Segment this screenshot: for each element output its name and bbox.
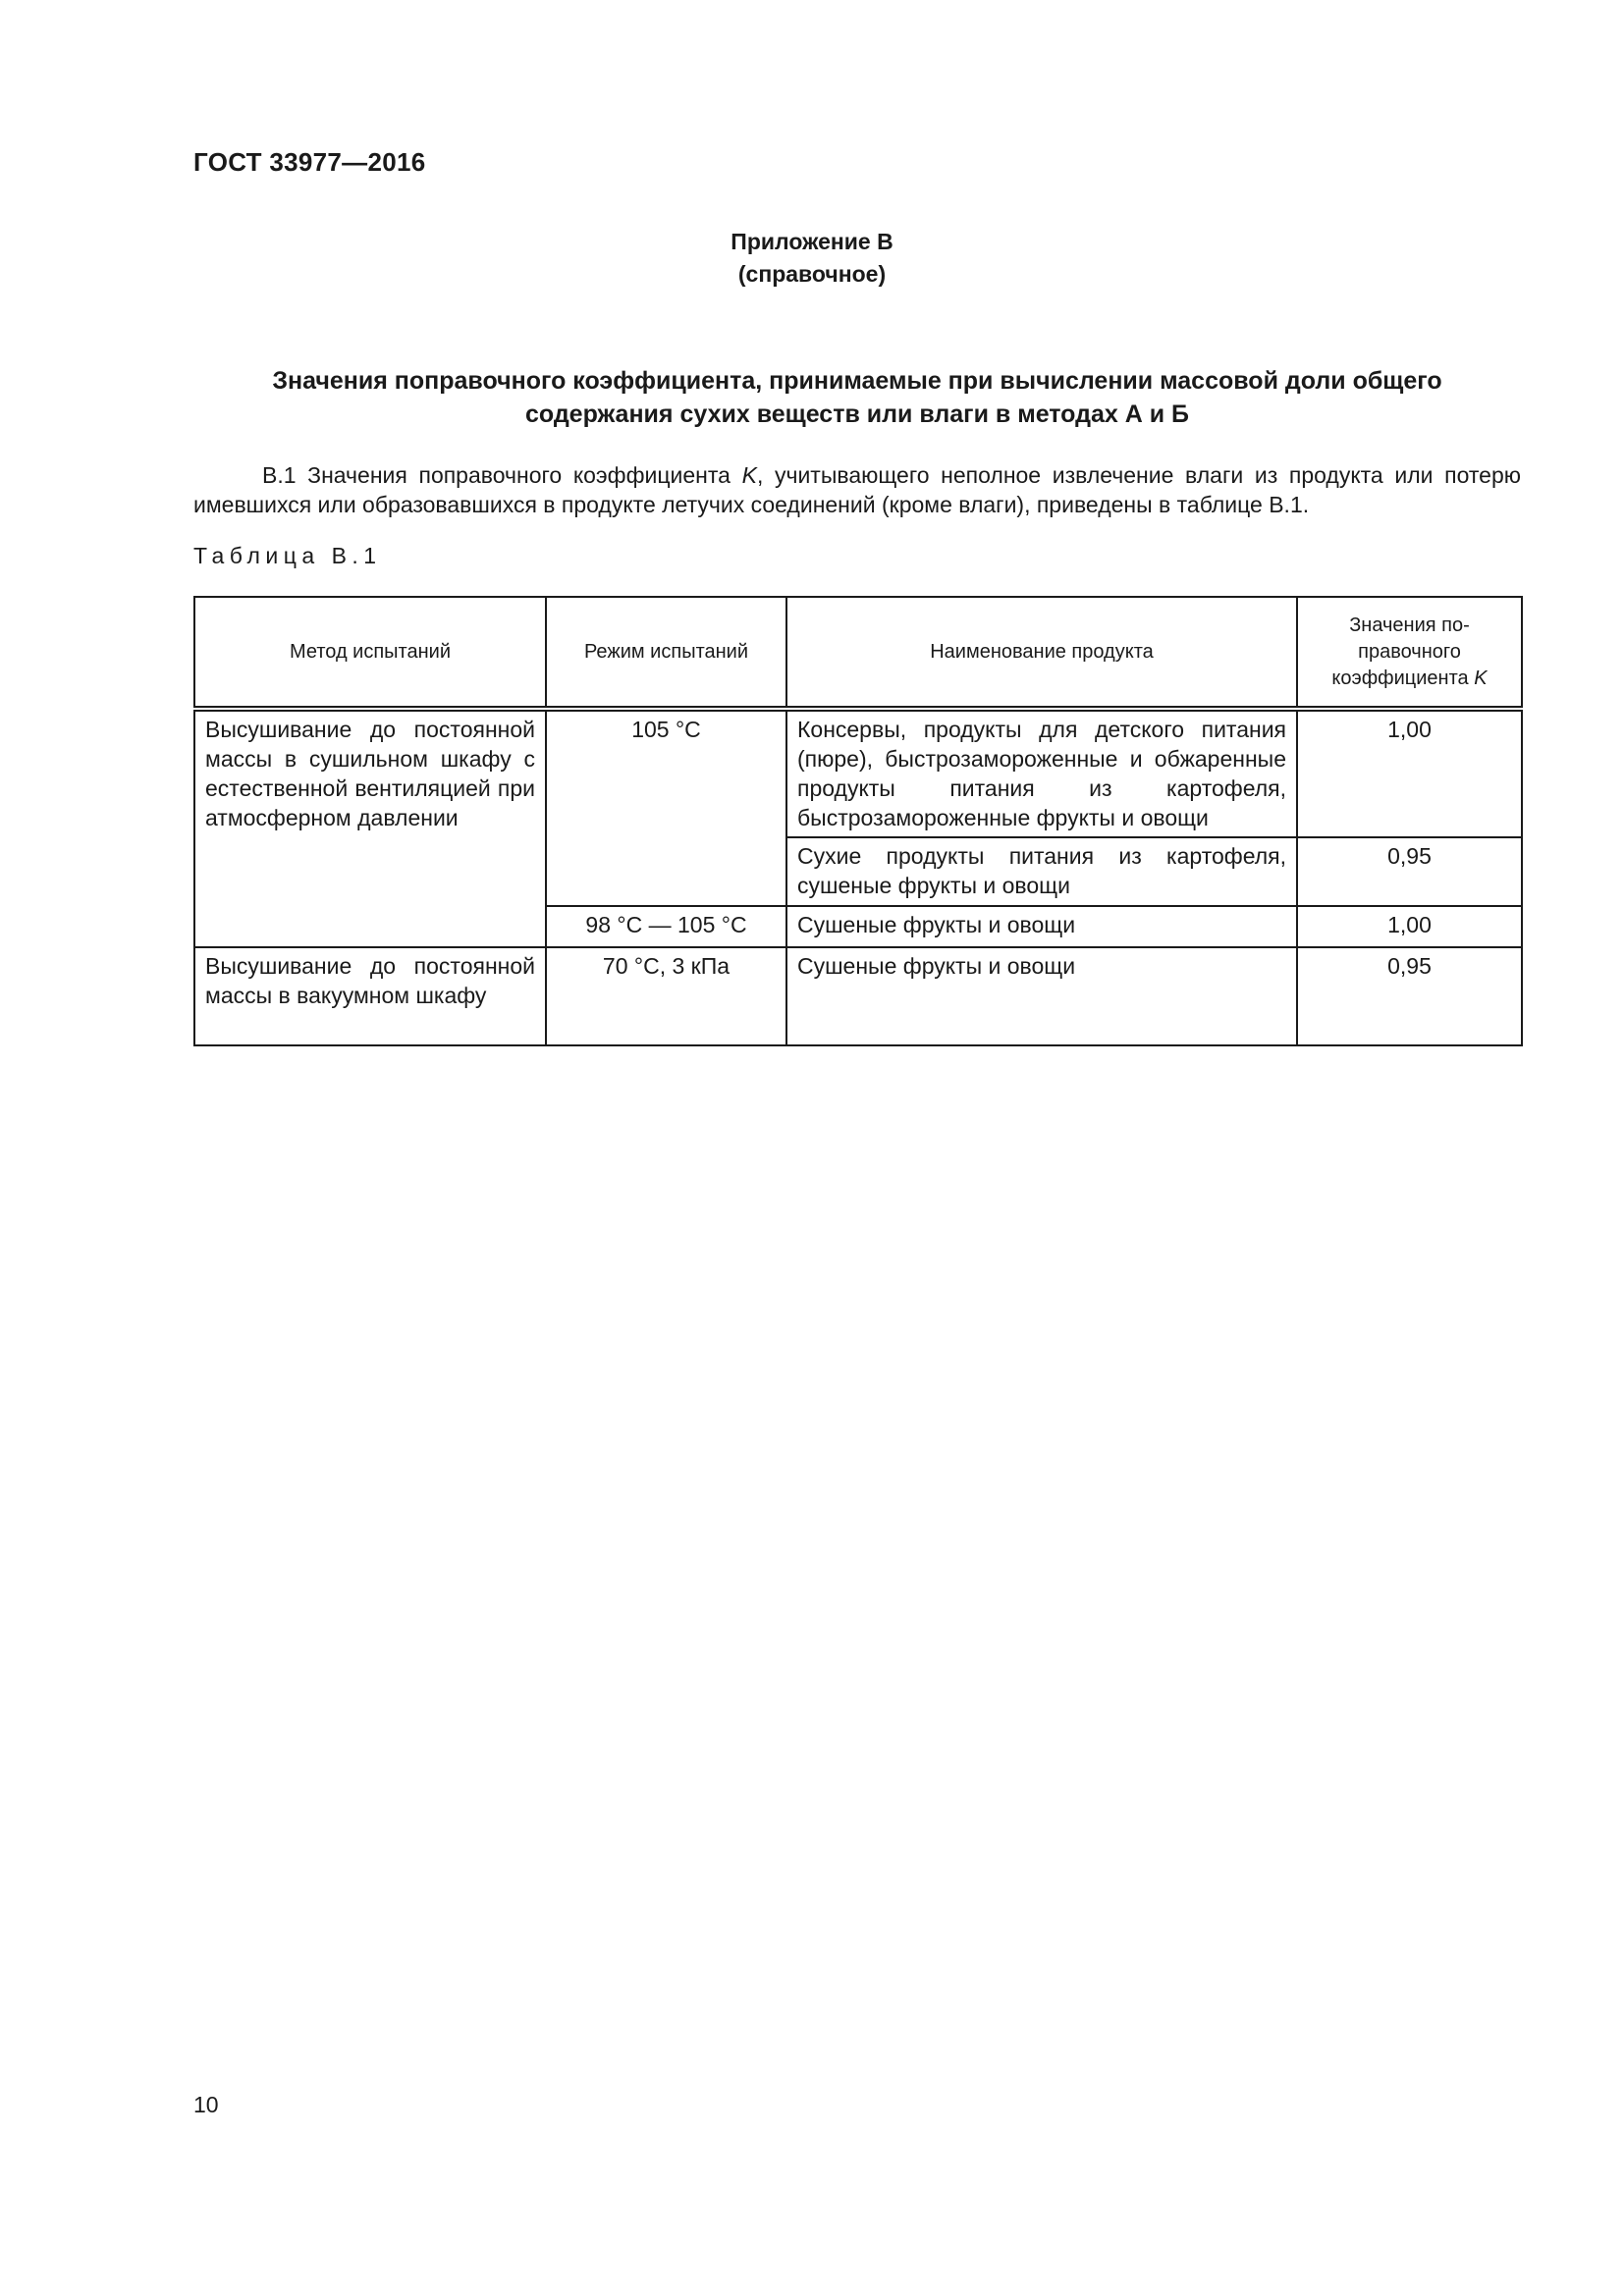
header-coefficient-line-3: коэффициента [1331, 667, 1475, 689]
page-number: 10 [193, 2092, 219, 2117]
cell-product: Сухие продукты питания из картофеля, сушеные фрукты и овощи [786, 837, 1297, 906]
section-heading-line-2: содержания сухих веществ или влаги в методах А и Б [524, 400, 1190, 428]
appendix-type: (справочное) [737, 261, 887, 287]
table-row [194, 709, 1522, 837]
coefficient-table [193, 596, 1523, 1046]
cell-coefficient: 1,00 [1297, 906, 1522, 947]
cell-mode: 98 °C — 105 °C [546, 906, 786, 947]
cell-method: Высушивание до постоянной массы в вакуумном шкафу [194, 947, 546, 1045]
table-row [194, 947, 1522, 1045]
cell-product: Консервы, продукты для детского питания (пюре), быстрозамороженные и обжаренные продукты питания из картофеля, быстрозамороженные фрукты и овощи [786, 709, 1297, 837]
cell-method: Высушивание до постоянной массы в сушильном шкафу с естественной вентиляцией при атмосферном давлении [194, 709, 546, 947]
section-heading [193, 364, 1521, 431]
cell-product: Сушеные фрукты и овощи [786, 906, 1297, 947]
header-mode: Режим испытаний [546, 597, 786, 709]
cell-coefficient: 0,95 [1297, 947, 1522, 1045]
document-id: ГОСТ 33977—2016 [193, 147, 426, 177]
header-method: Метод испытаний [194, 597, 546, 709]
cell-coefficient: 1,00 [1297, 709, 1522, 837]
header-coefficient-symbol: K [1474, 667, 1488, 689]
header-product: Наименование продукта [786, 597, 1297, 709]
header-coefficient-line-1: Значения по- [1349, 614, 1470, 636]
cell-mode: 70 °C, 3 кПа [546, 947, 786, 1045]
intro-paragraph-text-2: , учитывающего неполное извлечение влаги из продукта или потерю имевшихся или образовавшихся в продукте летучих соединений (кроме влаги), приведены в таблице В.1. [193, 462, 1521, 517]
section-heading-line-1: Значения поправочного коэффициента, принимаемые при вычислении массовой доли общего [272, 367, 1442, 395]
table-caption: Таблица В.1 [193, 543, 382, 568]
cell-coefficient: 0,95 [1297, 837, 1522, 906]
header-coefficient-line-2: правочного [1358, 640, 1461, 663]
cell-product: Сушеные фрукты и овощи [786, 947, 1297, 1045]
appendix-title: Приложение В [731, 229, 893, 254]
intro-paragraph [193, 460, 1521, 519]
intro-paragraph-text-1: В.1 Значения поправочного коэффициента [262, 462, 742, 488]
table-header-row [194, 597, 1522, 709]
header-coefficient [1297, 597, 1522, 709]
cell-mode: 105 °C [546, 709, 786, 906]
coefficient-symbol: K [741, 462, 757, 488]
